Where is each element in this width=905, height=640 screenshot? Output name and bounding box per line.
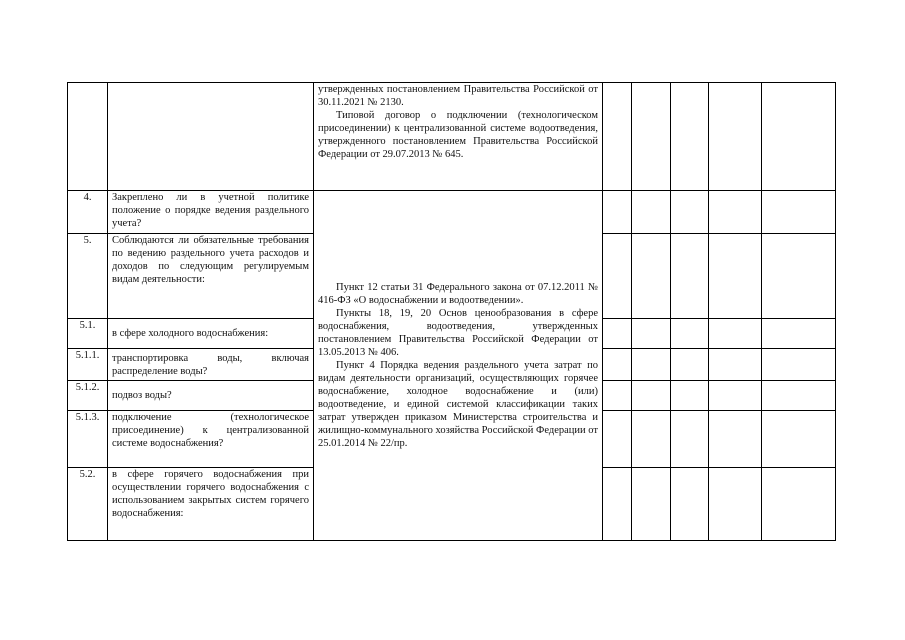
- answer-cell: [632, 349, 671, 381]
- answer-cell: [632, 411, 671, 468]
- answer-cell: [603, 191, 632, 234]
- row-number: [68, 83, 108, 191]
- answer-cell: [709, 468, 762, 541]
- question-cell: Закреплено ли в учетной политике положение о порядке ведения раздельного учета?: [108, 191, 314, 234]
- reference-paragraph: Типовой договор о подключении (технологическом присоединении) к централизованной системе водоотведения, утвержденного постановлением Правительства Российской Федерации от 29.07.2013 № 645.: [318, 110, 598, 160]
- answer-cell: [671, 381, 709, 411]
- answer-cell: [671, 349, 709, 381]
- answer-cell: [671, 191, 709, 234]
- answer-cell: [632, 468, 671, 541]
- answer-cell: [603, 349, 632, 381]
- answer-cell: [709, 411, 762, 468]
- question-cell: в сфере холодного водоснабжения:: [108, 319, 314, 349]
- answer-cell: [762, 234, 836, 319]
- answer-cell: [632, 381, 671, 411]
- row-number: 4.: [68, 191, 108, 234]
- table-row: [68, 83, 836, 191]
- reference-paragraph: Пункт 4 Порядка ведения раздельного учета затрат по видам деятельности организаций, осуществляющих горячее водоснабжение, холодное водоснабжение и (или) водоотведение, и единой системой классификации таких затрат утвержден приказом Министерства строительства и жилищно-коммунального хозяйства Российской Федерации от 25.01.2014 № 22/пр.: [318, 360, 598, 449]
- answer-cell: [632, 319, 671, 349]
- answer-cell: [762, 319, 836, 349]
- reference-paragraph: утвержденных постановлением Правительства Российской от 30.11.2021 № 2130.: [318, 84, 598, 108]
- reference-paragraph: Пункты 18, 19, 20 Основ ценообразования в сфере водоснабжения, водоотведения, утвержденных постановлением Правительства Российской Федерации от 13.05.2013 № 406.: [318, 308, 598, 358]
- legal-reference-cell: [314, 191, 603, 541]
- answer-cell: [709, 83, 762, 191]
- answer-cell: [603, 83, 632, 191]
- legal-reference-cell: [314, 83, 603, 191]
- answer-cell: [671, 411, 709, 468]
- question-cell: в сфере горячего водоснабжения при осуществлении горячего водоснабжения с использованием закрытых систем горячего водоснабжения:: [108, 468, 314, 541]
- question-cell: подключение (технологическое присоединение) к централизованной системе водоснабжения?: [108, 411, 314, 468]
- row-number: 5.1.3.: [68, 411, 108, 468]
- checklist-table: [67, 82, 836, 541]
- row-number: 5.1.: [68, 319, 108, 349]
- answer-cell: [762, 468, 836, 541]
- answer-cell: [709, 191, 762, 234]
- row-number: 5.1.2.: [68, 381, 108, 411]
- question-cell: транспортировка воды, включая распределение воды?: [108, 349, 314, 381]
- answer-cell: [671, 83, 709, 191]
- answer-cell: [762, 381, 836, 411]
- answer-cell: [603, 234, 632, 319]
- question-cell: подвоз воды?: [108, 381, 314, 411]
- row-number: 5.: [68, 234, 108, 319]
- row-number: 5.1.1.: [68, 349, 108, 381]
- answer-cell: [762, 349, 836, 381]
- answer-cell: [762, 191, 836, 234]
- table-row: [68, 191, 836, 234]
- answer-cell: [632, 83, 671, 191]
- answer-cell: [603, 411, 632, 468]
- answer-cell: [709, 381, 762, 411]
- answer-cell: [762, 411, 836, 468]
- answer-cell: [632, 234, 671, 319]
- answer-cell: [709, 234, 762, 319]
- answer-cell: [762, 83, 836, 191]
- answer-cell: [671, 319, 709, 349]
- answer-cell: [709, 319, 762, 349]
- row-number: 5.2.: [68, 468, 108, 541]
- answer-cell: [709, 349, 762, 381]
- question-cell: Соблюдаются ли обязательные требования по ведению раздельного учета расходов и доходов по следующим регулируемым видам деятельности:: [108, 234, 314, 319]
- answer-cell: [603, 381, 632, 411]
- answer-cell: [671, 234, 709, 319]
- answer-cell: [671, 468, 709, 541]
- question-cell: [108, 83, 314, 191]
- answer-cell: [632, 191, 671, 234]
- reference-paragraph: Пункт 12 статьи 31 Федерального закона от 07.12.2011 № 416-ФЗ «О водоснабжении и водоотведении».: [318, 282, 598, 306]
- answer-cell: [603, 468, 632, 541]
- answer-cell: [603, 319, 632, 349]
